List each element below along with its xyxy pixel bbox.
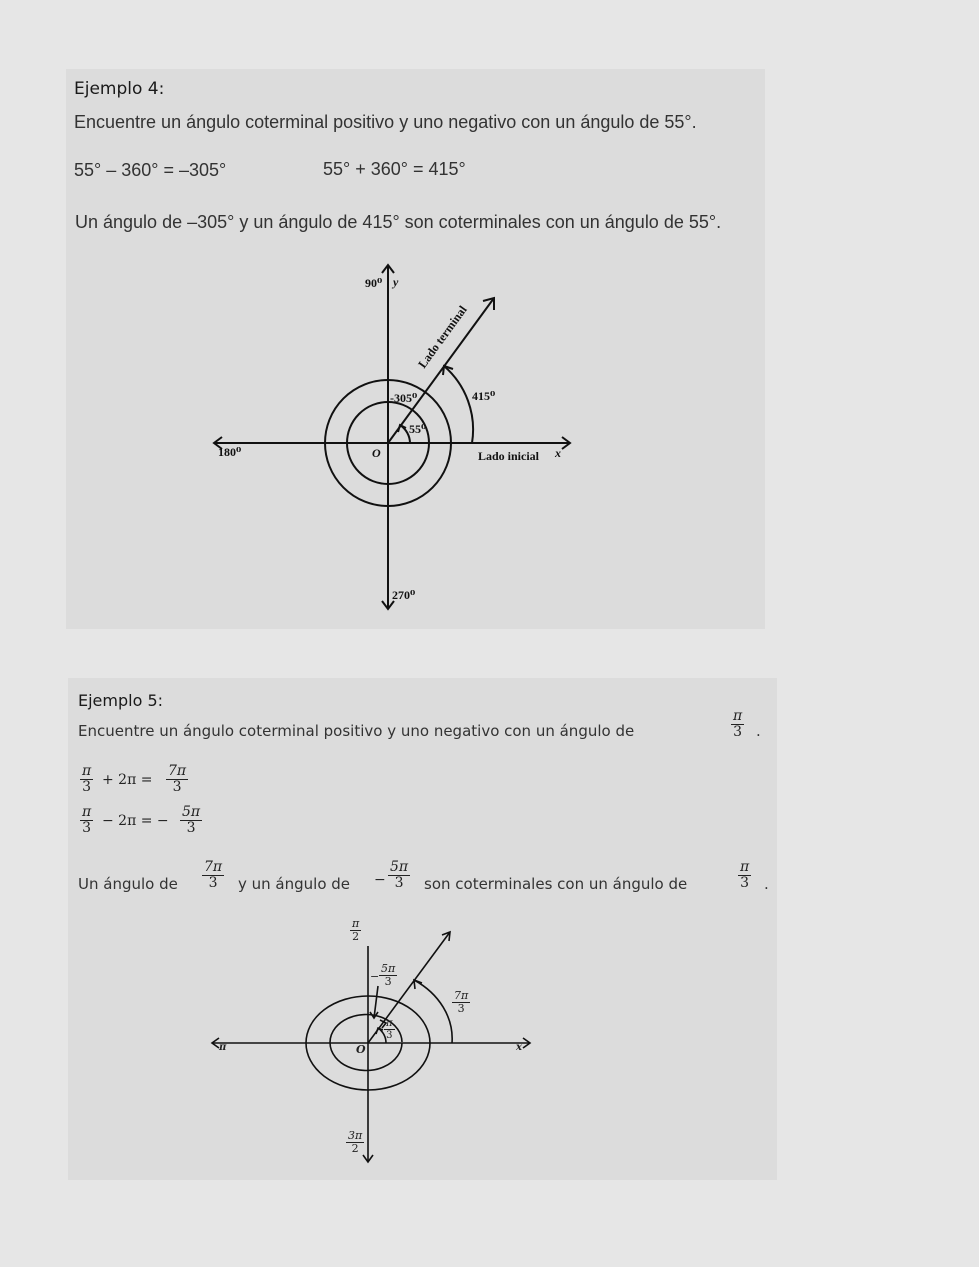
label-origin: O [372, 446, 381, 460]
label-terminal-side: Lado terminal [415, 302, 470, 371]
example-4-conclusion: Un ángulo de –305° y un ángulo de 415° son coterminales con un ángulo de 55°. [75, 212, 722, 232]
example-5-prompt: Encuentre un ángulo coterminal positivo y uno negativo con un ángulo de [78, 722, 635, 740]
example-4-eq-positive: 55° + 360° = 415° [323, 159, 466, 179]
conclusion-fraction-pi-3: $\frac{\pi}{3}$ [740, 859, 750, 891]
example-5-prompt-fraction: $\frac{\pi}{3}$ [733, 708, 743, 740]
label-x: x [555, 446, 561, 460]
conclusion-fraction-5pi-3: $\frac{5\pi}{3}$ [390, 859, 409, 891]
example-5-prompt-period: . [756, 722, 761, 740]
label-3pi-over-2: $\frac{3\pi}{2}$ [348, 1129, 363, 1155]
example-5-card [68, 678, 777, 1180]
example-5-title: Ejemplo 5: [78, 691, 164, 710]
arc-55-arrow [398, 425, 406, 432]
example-4-eq-negative: 55° – 360° = –305° [74, 160, 227, 180]
label-415: 415⁰ [472, 389, 496, 403]
example-4-angle-diagram [66, 69, 765, 629]
arc-415 [444, 366, 473, 443]
label-neg-minus: − [370, 970, 380, 983]
example-5-conclusion-period: . [764, 875, 769, 893]
label-pi-over-2: $\frac{\pi}{2}$ [352, 917, 360, 943]
label-x: x [516, 1042, 522, 1053]
label-55: 55⁰ [409, 422, 427, 436]
example-5-angle-diagram [68, 678, 777, 1180]
example-5-conclusion-part1: Un ángulo de [78, 875, 178, 893]
label-pi: π [219, 1042, 227, 1053]
terminal-side-ray [388, 298, 494, 443]
eq1-fraction-b: $\frac{7\pi}{3}$ [168, 763, 187, 795]
label-270: 270⁰ [392, 588, 416, 602]
example-4-prompt: Encuentre un ángulo coterminal positivo y uno negativo con un ángulo de 55°. [74, 112, 697, 132]
label-neg-5pi-over-3: $\frac{5\pi}{3}$ [381, 962, 396, 988]
conclusion-fraction-7pi-3: $\frac{7\pi}{3}$ [204, 859, 223, 891]
eq1-fraction-a: $\frac{\pi}{3}$ [82, 763, 92, 795]
arc-7pi-3 [414, 980, 452, 1043]
example-4-card [66, 69, 765, 629]
label-90: 90⁰ [365, 276, 383, 290]
label-minus-305: -305⁰ [390, 391, 418, 405]
eq2-operator: − 2π = − [102, 813, 169, 829]
eq2-fraction-a: $\frac{\pi}{3}$ [82, 804, 92, 836]
example-5-conclusion-part2: y un ángulo de [238, 875, 351, 893]
example-5-conclusion-part3: son coterminales con un ángulo de [424, 875, 688, 893]
label-initial-side: Lado inicial [478, 449, 540, 463]
label-pi-over-3: $\frac{\pi}{3}$ [386, 1018, 393, 1041]
label-origin: O [356, 1043, 366, 1056]
example-4-title: Ejemplo 4: [74, 79, 165, 99]
eq1-operator: + 2π = [102, 772, 153, 788]
conclusion-minus-sign: − [374, 872, 386, 888]
eq2-fraction-b: $\frac{5\pi}{3}$ [182, 804, 201, 836]
label-7pi-over-3: $\frac{7\pi}{3}$ [454, 989, 469, 1015]
label-180: 180⁰ [218, 445, 242, 459]
label-y: y [393, 275, 399, 289]
